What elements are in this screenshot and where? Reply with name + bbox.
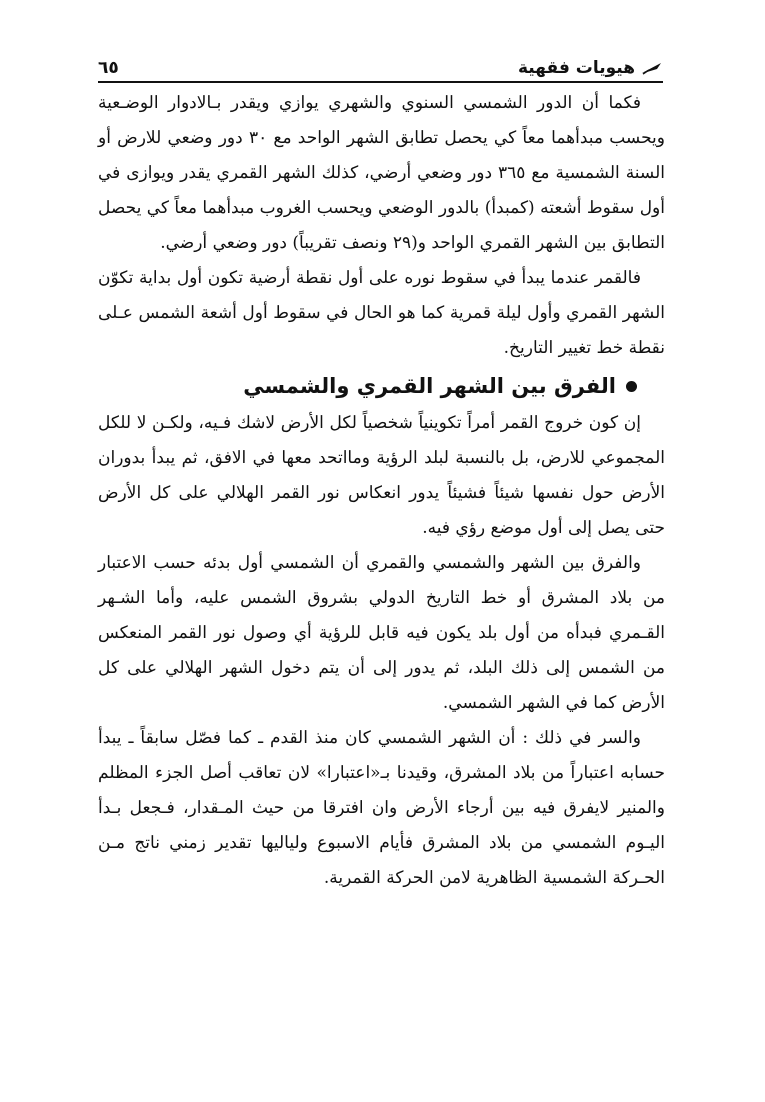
paragraph: فكما أن الدور الشمسي السنوي والشهري يوازي ويقدر بـالادوار الوضـعية ويحسب مبدأهما معاً كي يحصل تطابق الشهر الواحد مع ٣٠ دور وضعي للارض أو السنة الشمسية مع ٣٦٥ دور وضعي أرضي، كذلك الشهر القمري يقدر ويوازى في أول سقوط أشعته (كمبدأ) بالدور الوضعي ويحسب الغروب مبدأهما معاً كي يحصل التطابق بين الشهر القمري الواحد و(٢٩ ونصف تقريباً) دور وضعي أرضي. (98, 93, 666, 253)
section-heading-text: الفرق بين الشهر القمري والشمسي (243, 374, 616, 398)
quill-pen-icon (641, 61, 663, 75)
page-header (98, 48, 663, 83)
paragraph: والسر في ذلك : أن الشهر الشمسي كان منذ القدم ـ كما فصّل سابقاً ـ يبدأ حسابه اعتباراً من بلاد المشرق، وقيدنا بـ«اعتبارا» لان تعاقب أصل الجزء المظلم والمنير لايفرق فيه بين أرجاء الأرض وان افترقا من حيث المـقدار، فـجعل بـدأ اليـوم الشمسي من بلاد المشرق فأيام الاسبوع ولياليها تقدير زمني ناتج مـن الحـركة الشمسية الظاهرية لامن الحركة القمرية. (98, 728, 665, 888)
running-title-text: هيويات فقهية (518, 58, 635, 78)
body-text (98, 86, 665, 896)
page-number: ٦٥ (98, 58, 119, 78)
paragraph: والفرق بين الشهر والشمسي والقمري أن الشمسي أول بدئه حسب الاعتبار من بلاد المشرق أو خط التاريخ الدولي بشروق الشمس عليه، وأما الشـهر القـمري فبدأه من أول بلد يكون فيه قابل للرؤية أي وصول نور القمر المنعكس من الشمس إلى ذلك البلد، ثم يدور إلى أن يتم دخول الشهر الهلالي على كل الأرض كما في الشهر الشمسي. (98, 553, 665, 713)
paragraph: فالقمر عندما يبدأ في سقوط نوره على أول نقطة أرضية تكون أول بداية تكوّن الشهر القمري وأول ليلة قمرية كما هو الحال في سقوط أول أشعة الشمس عـلى نقطة خط تغيير التاريخ. (98, 268, 665, 358)
bullet-icon (626, 381, 637, 392)
paragraph: إن كون خروج القمر أمراً تكوينياً شخصياً لكل الأرض لاشك فـيه، ولكـن لا للكل المجموعي للارض، بل بالنسبة لبلد الرؤية ومااتحد معها في الافق، ثم يبدأ بدوران الأرض حول نفسها شيئاً فشيئاً يدور انعكاس نور القمر الهلالي على كل الأرض حتى يصل إلى أول موضع رؤي فيه. (98, 413, 665, 538)
running-title (518, 58, 663, 78)
section-heading (98, 366, 665, 406)
